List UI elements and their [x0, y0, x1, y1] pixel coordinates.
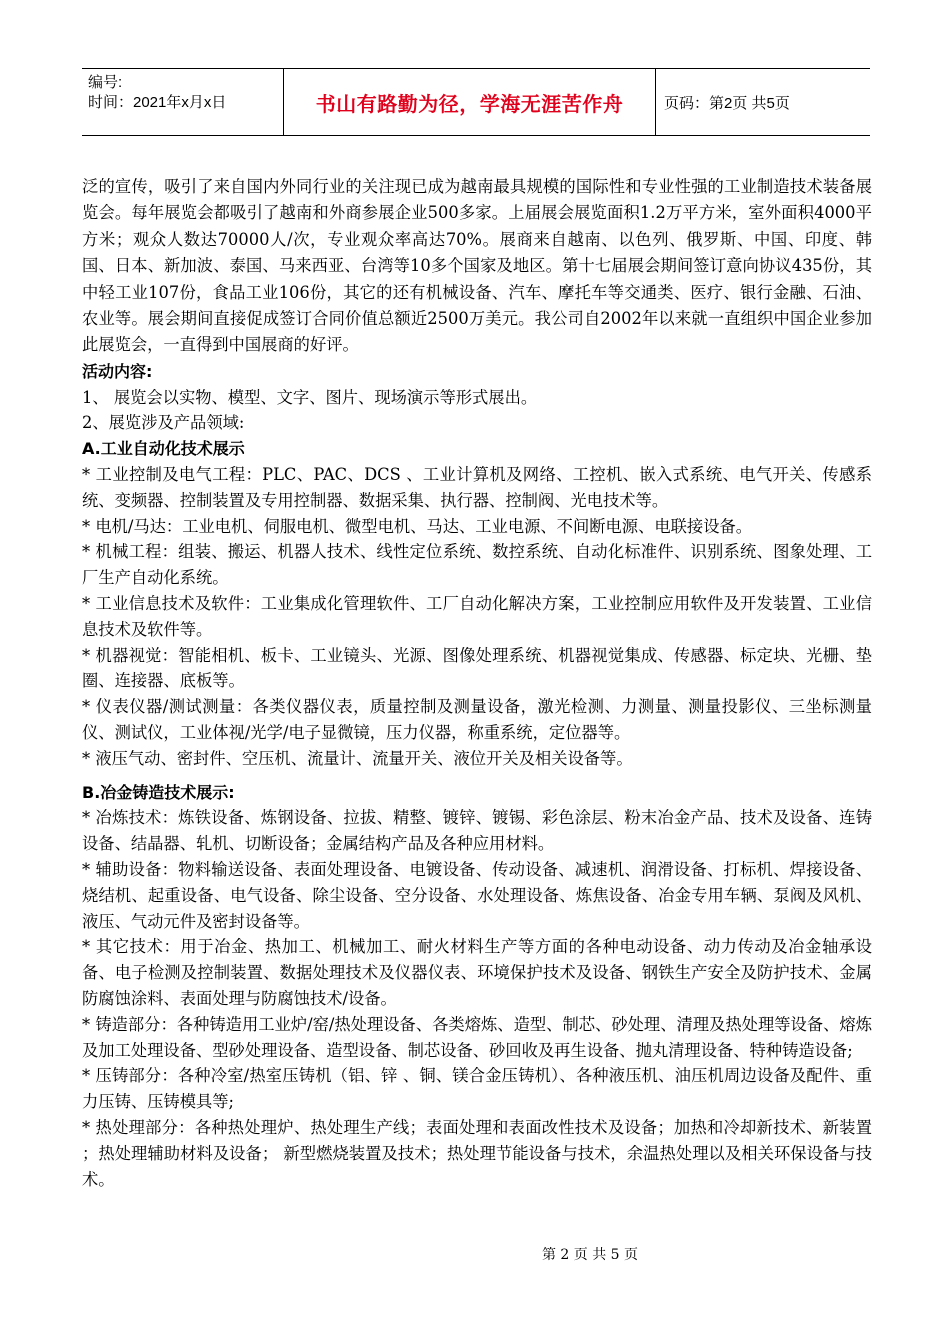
section-b-item: * 热处理部分：各种热处理炉、热处理生产线；表面处理和表面改性技术及设备；加热和冷却新技术、新装置 ；热处理辅助材料及设备； 新型燃烧装置及技术；热处理节能设备与技术，余温热处理以及相关环保设备与技术。	[82, 1117, 872, 1189]
activity-item: 1、 展览会以实物、模型、文字、图片、现场演示等形式展出。	[82, 387, 538, 407]
section-b-title: B.冶金铸造技术展示:	[82, 782, 235, 802]
footer-page-number: 第 2 页 共 5 页	[541, 1247, 639, 1263]
section-a-item: * 工业控制及电气工程：PLC、PAC、DCS 、工业计算机及网络、工控机、嵌入式系统、电气开关、传感系统、变频器、控制装置及专用控制器、数据采集、执行器、控制阀、光电技术等。	[82, 465, 872, 510]
section-a-title: A.工业自动化技术展示	[82, 439, 245, 459]
document-date: 时间：2021年x月x日	[88, 94, 227, 111]
page-footer	[0, 1244, 950, 1264]
section-b-item: * 其它技术：用于冶金、热加工、机械加工、耐火材料生产等方面的各种电动设备、动力传动及冶金轴承设备、电子检测及控制装置、数据处理技术及仪器仪表、环境保护技术及设备、钢铁生产安全及防护技术、金属防腐蚀涂料、表面处理与防腐蚀技术/设备。	[82, 937, 872, 1008]
document-body	[82, 174, 872, 1192]
section-b-item: * 铸造部分：各种铸造用工业炉/窑/热处理设备、各类熔炼、造型、制芯、砂处理、清理及热处理等设备、熔炼及加工处理设备、型砂处理设备、造型设备、制芯设备、砂回收及再生设备、抛丸清理设备、特种铸造设备;	[82, 1014, 872, 1060]
header-motto: 书山有路勤为径，学海无涯苦作舟	[315, 91, 624, 116]
section-a-item: * 液压气动、密封件、空压机、流量计、流量开关、液位开关及相关设备等。	[82, 748, 633, 768]
header-page-number: 页码：第2页 共5页	[664, 94, 790, 112]
header-motto-cell	[284, 69, 656, 135]
section-b-item: * 辅助设备：物料输送设备、表面处理设备、电镀设备、传动设备、减速机、润滑设备、打标机、焊接设备、烧结机、起重设备、电气设备、除尘设备、空分设备、水处理设备、炼焦设备、冶金专用车辆、泵阀及风机、液压、气动元件及密封设备等。	[82, 859, 872, 931]
section-a-item: * 工业信息技术及软件：工业集成化管理软件、工厂自动化解决方案，工业控制应用软件及开发装置、工业信息技术及软件等。	[82, 594, 872, 639]
document-header	[82, 68, 870, 136]
section-b-item: * 压铸部分：各种冷室/热室压铸机（铝、锌 、铜、镁合金压铸机）、各种液压机、油压机周边设备及配件、重力压铸、压铸模具等;	[82, 1066, 872, 1112]
section-a-item: * 仪表仪器/测试测量：各类仪器仪表，质量控制及测量设备，激光检测、力测量、测量投影仪、三坐标测量仪、测试仪，工业体视/光学/电子显微镜，压力仪器，称重系统，定位器等。	[82, 697, 872, 742]
section-a-item: * 机器视觉：智能相机、板卡、工业镜头、光源、图像处理系统、机器视觉集成、传感器、标定块、光栅、垫圈、连接器、底板等。	[82, 645, 872, 691]
header-meta	[82, 69, 284, 135]
intro-paragraph: 泛的宣传，吸引了来自国内外同行业的关注现已成为越南最具规模的国际性和专业性强的工业制造技术装备展览会。每年展览会都吸引了越南和外商参展企业500多家。上届展会展览面积1.2万平方米，室外面积4000平方米；观众人数达70000人/次，专业观众率高达70%。展商来自越南、以色列、俄罗斯、中国、印度、韩国、日本、新加波、泰国、马来西亚、台湾等10多个国家及地区。第十七届展会期间签订意向协议435份，其中轻工业107份，食品工业106份，其它的还有机械设备、汽车、摩托车等交通类、医疗、银行金融、石油、农业等。展会期间直接促成签订合同价值总额近2500万美元。我公司自2002年以来就一直组织中国企业参加此展览会，一直得到中国展商的好评。	[82, 177, 872, 355]
section-a-item: * 电机/马达：工业电机、伺服电机、微型电机、马达、工业电源、不间断电源、电联接设备。	[82, 516, 753, 536]
section-b-item: * 冶炼技术：炼铁设备、炼钢设备、拉拔、精整、镀锌、镀锡、彩色涂层、粉末冶金产品、技术及设备、连铸设备、结晶器、轧机、切断设备；金属结构产品及各种应用材料。	[82, 808, 872, 854]
document-number-label: 编号:	[88, 74, 123, 91]
section-a-item: * 机械工程：组装、搬运、机器人技术、线性定位系统、数控系统、自动化标准件、识别系统、图象处理、工厂生产自动化系统。	[82, 542, 872, 588]
activity-title: 活动内容:	[82, 361, 153, 381]
intro-section	[82, 174, 872, 359]
header-page-cell	[656, 69, 870, 135]
activity-item: 2、展览涉及产品领域:	[82, 413, 245, 433]
